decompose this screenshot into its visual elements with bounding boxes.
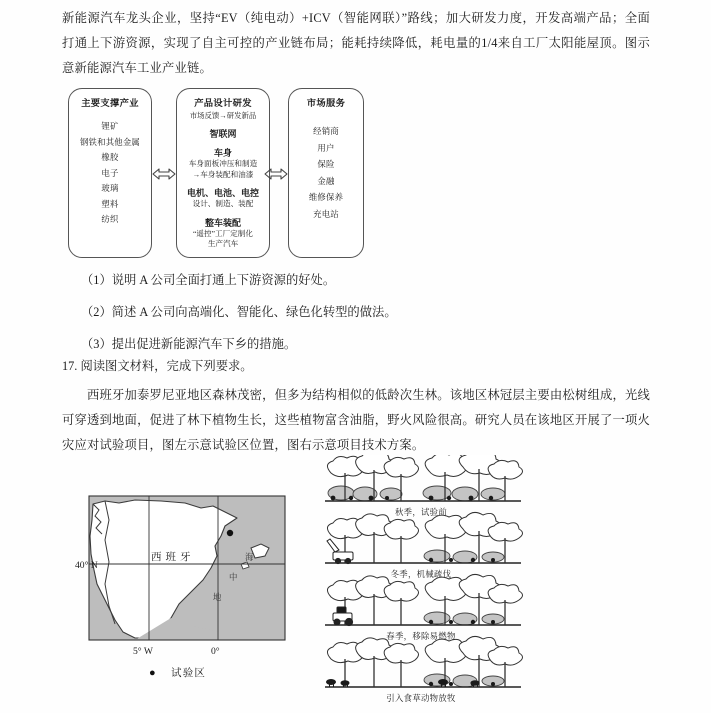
sub-question-1: （1）说明 A 公司全面打通上下游资源的好处。 (81, 273, 336, 287)
forest-panel-1 (325, 455, 523, 518)
chain-item: 橡胶 (101, 153, 119, 162)
forest-panel-caption: 春季，移除易燃物 (386, 632, 456, 641)
chain-item: 金融 (317, 176, 335, 186)
chain-box-item-list (289, 124, 363, 223)
question-17-heading: 17. 阅读图文材料，完成下列要求。 (62, 359, 253, 373)
forest-panel-4 (325, 636, 523, 703)
map-label-sea-char-1: 海 (245, 553, 254, 562)
map-label-longitude-prime: 0° (211, 646, 220, 657)
forest-panel-caption: 冬季，机械疏伐 (390, 570, 452, 579)
chain-group-title: 车身 (213, 148, 232, 158)
chain-item: 塑料 (101, 199, 119, 209)
chain-item: 用户 (317, 143, 335, 153)
double-headed-arrow-icon (264, 166, 288, 182)
map-label-country: 西班牙 (151, 552, 195, 563)
chain-box-market-service (288, 88, 364, 258)
chain-item: 电子 (101, 168, 119, 178)
chain-group-title: 智联网 (209, 129, 237, 139)
chain-box-subtitle: 市场反馈→研发新品 (189, 111, 257, 120)
chain-box-item-list (69, 119, 151, 228)
test-area-marker (227, 530, 233, 536)
map-legend-symbol: ● (149, 667, 156, 679)
chain-group-body-text: 设计、制造、装配 (192, 199, 254, 208)
forest-panel-caption: 引入食草动物放牧 (386, 694, 456, 703)
chain-box-title: 市场服务 (306, 99, 346, 109)
spain-location-map (75, 492, 300, 682)
chain-item: 纺织 (101, 215, 119, 224)
map-label-longitude-west: 5° W (133, 646, 153, 657)
chain-group-powertrain (177, 187, 269, 210)
chain-item: 充电站 (313, 209, 339, 219)
chain-item: 维修保养 (308, 193, 344, 202)
chain-group-body-text: “遥控”工厂定制化 生产汽车 (193, 228, 253, 248)
chain-box-title: 产品设计研发 (194, 99, 252, 109)
forest-panel-caption: 秋季，试验前 (394, 508, 448, 517)
map-label-sea-char-2: 中 (229, 573, 238, 582)
chain-group-smart-network (177, 128, 269, 140)
chain-item: 玻璃 (101, 184, 119, 193)
sub-question-3: （3）提出促进新能源汽车下乡的措施。 (81, 337, 297, 351)
question-17-paragraph: 西班牙加泰罗尼亚地区森林茂密，但多为结构相似的低龄次生林。该地区林冠层主要由松树组成，光线可穿透到地面，促进了林下植物生长，这些植物富含油脂，野火风险很高。研究人员在该地区开展了一项火灾应对试验项目，图左示意试验区位置，图右示意项目技术方案。 (62, 388, 650, 452)
chain-item: 经销商 (313, 127, 339, 136)
double-headed-arrow-icon (152, 166, 176, 182)
forest-panel-3 (325, 574, 523, 642)
industry-chain-diagram (68, 88, 364, 260)
chain-item: 锂矿 (101, 122, 119, 131)
map-legend-label: 试验区 (171, 668, 207, 679)
chain-item: 钢铁和其他金属 (79, 137, 141, 147)
chain-group-body (177, 147, 269, 180)
chain-group-title: 电机、电池、电控 (186, 188, 259, 198)
forest-treatment-diagram (325, 455, 575, 705)
chain-box-supporting-industries (68, 88, 152, 258)
sub-question-2: （2）简述 A 公司向高端化、智能化、绿色化转型的做法。 (81, 305, 397, 319)
forest-panel-2 (325, 512, 523, 580)
chain-box-product-design-rd (176, 88, 270, 258)
intro-paragraph: 新能源汽车龙头企业，坚持“EV（纯电动）+ICV（智能网联）”路线；加大研发力度，开发高端产品；全面打通上下游资源，实现了自主可控的产业链布局；能耗持续降低，耗电量的1/4来自工厂太阳能屋顶。图示意新能源汽车工业产业链。 (62, 11, 650, 75)
chain-group-body-text: 车身面板冲压和制造 →车身装配和油漆 (188, 159, 258, 179)
map-label-sea-char-3: 地 (213, 593, 222, 602)
map-label-latitude: 40° N (75, 560, 98, 571)
chain-group-final-assembly (177, 217, 269, 250)
chain-box-title: 主要支撑产业 (81, 99, 139, 109)
chain-group-title: 整车装配 (204, 217, 241, 228)
chain-item: 保险 (317, 160, 335, 169)
